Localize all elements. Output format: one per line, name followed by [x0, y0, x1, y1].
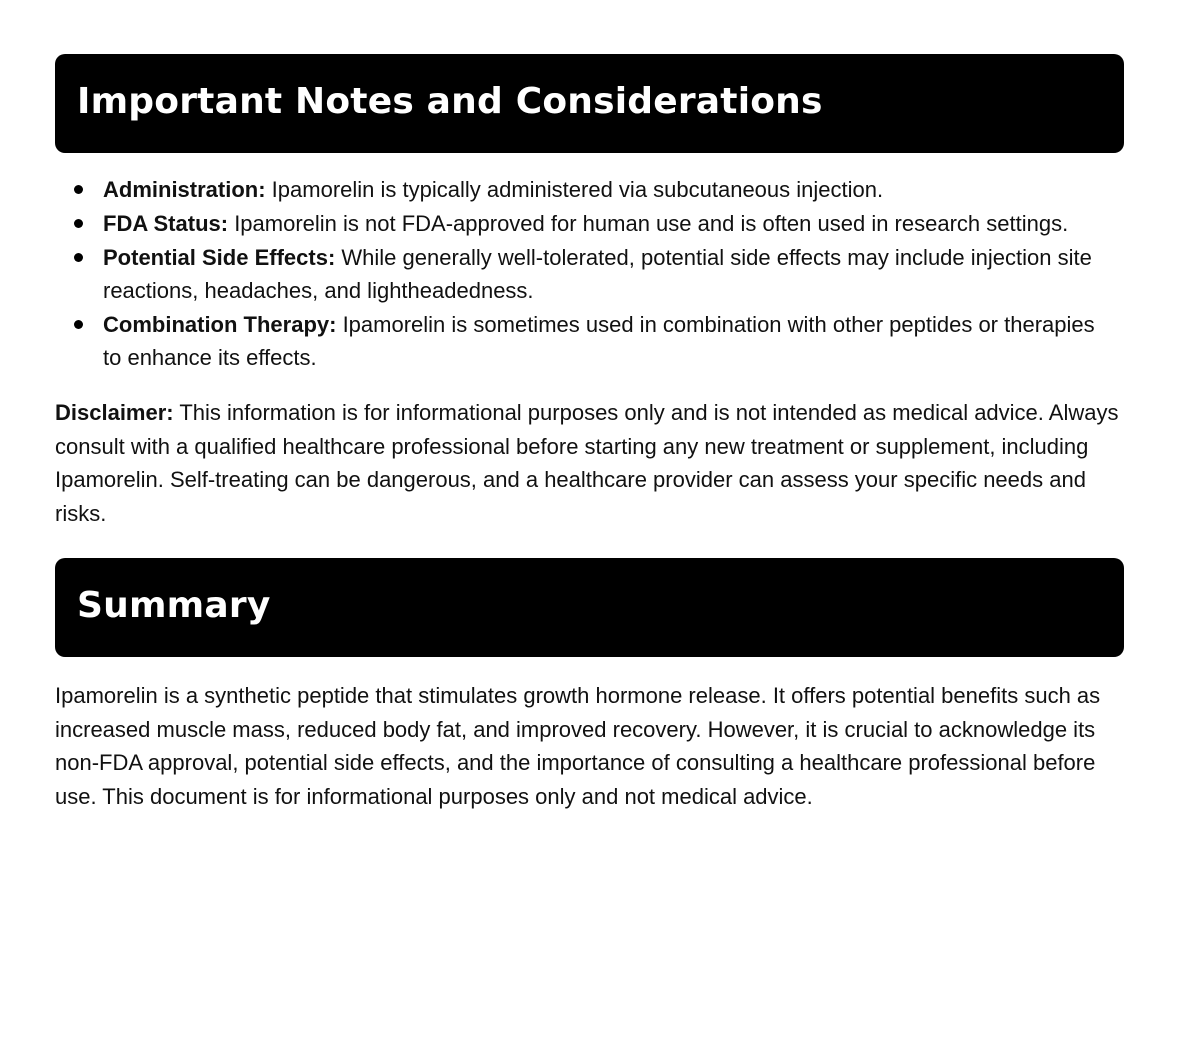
disclaimer-text: This information is for informational purposes only and is not intended as medical advice. Always consult with a qualified healthcare professional before starting any new treatment or supplement, including Ipamorelin. Self-treating can be dangerous, and a healthcare provider can assess your specific needs and risks. [55, 400, 1119, 526]
bullet-icon [74, 185, 83, 194]
notes-section-title: Important Notes and Considerations [77, 80, 823, 122]
list-item-label: Potential Side Effects: [103, 245, 336, 270]
list-item-label: Combination Therapy: [103, 312, 337, 337]
list-item-label: FDA Status: [103, 211, 229, 236]
bullet-icon [74, 219, 83, 228]
summary-paragraph: Ipamorelin is a synthetic peptide that stimulates growth hormone release. It offers potential benefits such as increased muscle mass, reduced body fat, and improved recovery. However, it is crucial to acknowledge its non-FDA approval, potential side effects, and the importance of consulting a healthcare professional before use. This document is for informational purposes only and not medical advice. [55, 683, 1101, 809]
list-item-text: Ipamorelin is sometimes used in combination with other peptides or therapies to enhance its effects. [103, 312, 1095, 370]
list-item-text: While generally well-tolerated, potential side effects may include injection site reactions, headaches, and lightheadedness. [103, 245, 1092, 303]
disclaimer-label: Disclaimer: [55, 400, 174, 425]
bullet-icon [74, 253, 83, 262]
list-item-administration [55, 173, 1124, 206]
notes-list [55, 173, 1124, 374]
list-item-side-effects [55, 241, 1124, 307]
document-body [55, 54, 1124, 813]
list-item-fda-status [55, 207, 1124, 240]
list-item-text: Ipamorelin is not FDA-approved for human use and is often used in research settings. [228, 211, 1069, 236]
list-item-label: Administration: [103, 177, 266, 202]
summary-section-title: Summary [77, 584, 271, 626]
summary-section-header [55, 558, 1124, 657]
bullet-icon [74, 320, 83, 329]
list-item-combination-therapy [55, 308, 1124, 374]
list-item-text: Ipamorelin is typically administered via subcutaneous injection. [265, 177, 884, 202]
notes-section-header [55, 54, 1124, 153]
disclaimer-paragraph [55, 396, 1124, 530]
